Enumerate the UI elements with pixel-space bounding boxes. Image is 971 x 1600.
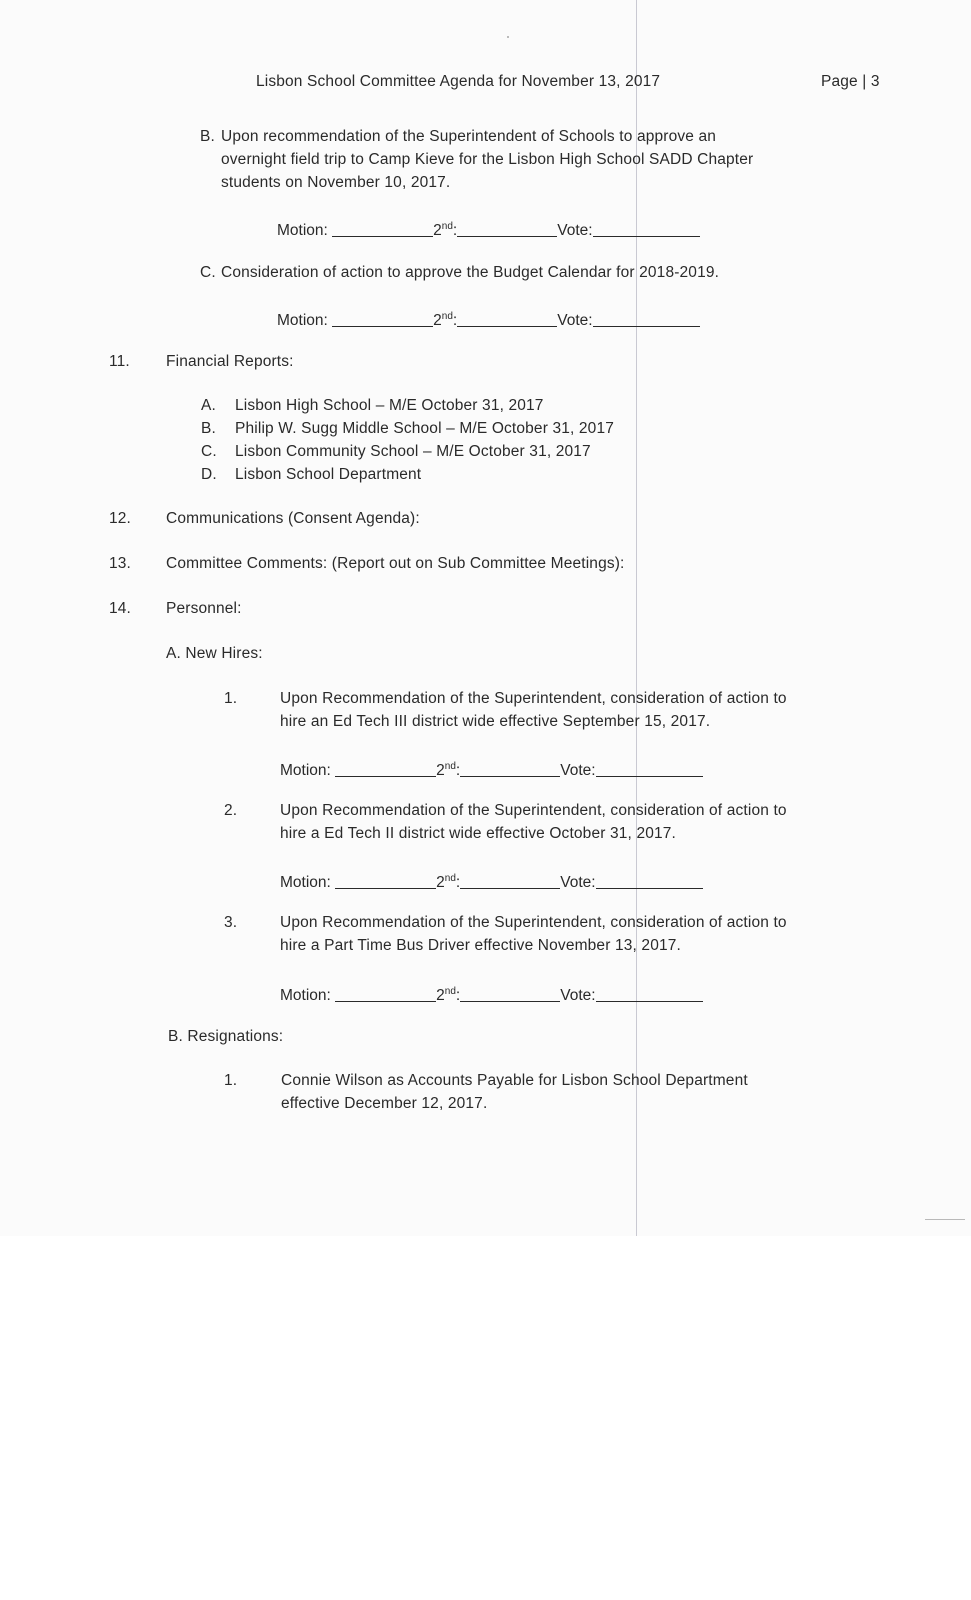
scan-artifact-line bbox=[636, 0, 637, 1236]
motion-label: Motion: bbox=[277, 312, 328, 329]
new-hire-2-number: 2. bbox=[224, 802, 238, 819]
second-label: 2nd: bbox=[436, 761, 461, 779]
vote-label: Vote: bbox=[560, 987, 596, 1004]
scan-speck bbox=[507, 36, 509, 38]
motion-blank[interactable] bbox=[335, 987, 436, 1002]
new-hire-3-line-1: Upon Recommendation of the Superintendent, consideration of action to bbox=[280, 914, 787, 931]
item-11-number: 11. bbox=[109, 353, 130, 370]
new-hire-1-number: 1. bbox=[224, 690, 238, 707]
motion-label: Motion: bbox=[280, 762, 331, 779]
item-14-number: 14. bbox=[109, 600, 131, 617]
second-blank[interactable] bbox=[460, 874, 560, 889]
item-12-title: Communications (Consent Agenda): bbox=[166, 510, 420, 527]
resignations-heading: B. Resignations: bbox=[168, 1028, 284, 1045]
motion-line-hire-2 bbox=[280, 868, 703, 894]
second-label: 2nd: bbox=[433, 221, 458, 239]
report-c-text: Lisbon Community School – M/E October 31, 2017 bbox=[235, 443, 591, 460]
new-hire-1-line-1: Upon Recommendation of the Superintendent, consideration of action to bbox=[280, 690, 787, 707]
new-hire-2-line-1: Upon Recommendation of the Superintendent, consideration of action to bbox=[280, 802, 787, 819]
second-label: 2nd: bbox=[436, 873, 461, 891]
second-label: 2nd: bbox=[433, 311, 458, 329]
motion-label: Motion: bbox=[280, 874, 331, 891]
second-label: 2nd: bbox=[436, 986, 461, 1004]
motion-label: Motion: bbox=[280, 987, 331, 1004]
page-header-title: Lisbon School Committee Agenda for November 13, 2017 bbox=[256, 73, 661, 90]
vote-label: Vote: bbox=[557, 312, 593, 329]
page-number: Page | 3 bbox=[821, 73, 880, 90]
motion-blank[interactable] bbox=[335, 762, 436, 777]
new-hire-3-number: 3. bbox=[224, 914, 238, 931]
item-10b-letter: B. bbox=[200, 128, 215, 145]
report-a-text: Lisbon High School – M/E October 31, 2017 bbox=[235, 397, 544, 414]
vote-blank[interactable] bbox=[596, 987, 703, 1002]
item-14-title: Personnel: bbox=[166, 600, 242, 617]
second-blank[interactable] bbox=[457, 222, 557, 237]
item-10c-text: Consideration of action to approve the Budget Calendar for 2018-2019. bbox=[221, 264, 720, 281]
item-12-number: 12. bbox=[109, 510, 131, 527]
item-13-title: Committee Comments: (Report out on Sub Committee Meetings): bbox=[166, 555, 625, 572]
motion-blank[interactable] bbox=[332, 222, 433, 237]
report-b-letter: B. bbox=[201, 420, 216, 437]
new-hire-2-line-2: hire a Ed Tech II district wide effective October 31, 2017. bbox=[280, 825, 676, 842]
resignation-1-line-1: Connie Wilson as Accounts Payable for Lisbon School Department bbox=[281, 1072, 748, 1089]
item-10b-line-2: overnight field trip to Camp Kieve for the Lisbon High School SADD Chapter bbox=[221, 151, 754, 168]
motion-line-hire-1 bbox=[280, 756, 703, 782]
report-b-text: Philip W. Sugg Middle School – M/E October 31, 2017 bbox=[235, 420, 614, 437]
item-13-number: 13. bbox=[109, 555, 131, 572]
motion-blank[interactable] bbox=[332, 312, 433, 327]
resignation-1-number: 1. bbox=[224, 1072, 238, 1089]
motion-line-10b bbox=[277, 216, 700, 242]
motion-line-hire-3 bbox=[280, 981, 703, 1007]
item-10b-line-1: Upon recommendation of the Superintendent of Schools to approve an bbox=[221, 128, 717, 145]
new-hire-1-line-2: hire an Ed Tech III district wide effective September 15, 2017. bbox=[280, 713, 711, 730]
new-hires-heading: A. New Hires: bbox=[166, 645, 263, 662]
second-blank[interactable] bbox=[457, 312, 557, 327]
report-a-letter: A. bbox=[201, 397, 216, 414]
vote-blank[interactable] bbox=[596, 762, 703, 777]
resignation-1-line-2: effective December 12, 2017. bbox=[281, 1095, 488, 1112]
scan-edge-mark bbox=[925, 1219, 965, 1220]
motion-label: Motion: bbox=[277, 222, 328, 239]
vote-blank[interactable] bbox=[596, 874, 703, 889]
report-d-text: Lisbon School Department bbox=[235, 466, 422, 483]
vote-blank[interactable] bbox=[593, 222, 700, 237]
item-10b-line-3: students on November 10, 2017. bbox=[221, 174, 451, 191]
vote-label: Vote: bbox=[560, 874, 596, 891]
vote-label: Vote: bbox=[557, 222, 593, 239]
second-blank[interactable] bbox=[460, 987, 560, 1002]
item-11-title: Financial Reports: bbox=[166, 353, 294, 370]
item-10c-letter: C. bbox=[200, 264, 216, 281]
motion-line-10c bbox=[277, 306, 700, 332]
vote-blank[interactable] bbox=[593, 312, 700, 327]
second-blank[interactable] bbox=[460, 762, 560, 777]
report-d-letter: D. bbox=[201, 466, 217, 483]
report-c-letter: C. bbox=[201, 443, 217, 460]
new-hire-3-line-2: hire a Part Time Bus Driver effective November 13, 2017. bbox=[280, 937, 681, 954]
motion-blank[interactable] bbox=[335, 874, 436, 889]
vote-label: Vote: bbox=[560, 762, 596, 779]
